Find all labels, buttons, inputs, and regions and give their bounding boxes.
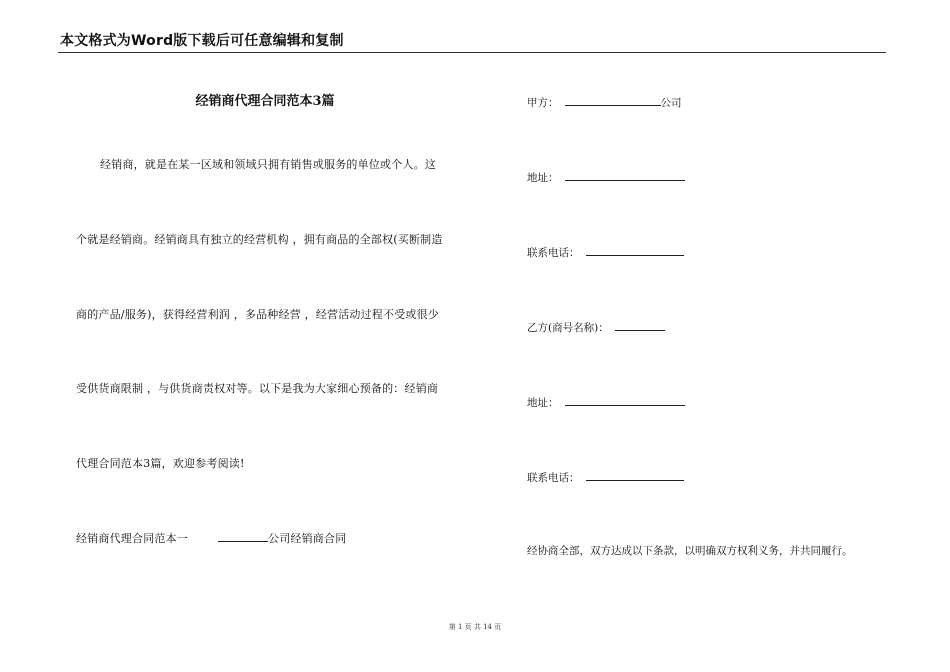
phone-blank-1 [586,244,684,256]
phone-field-1 [527,244,684,260]
phone-blank-2 [586,469,684,481]
party-b-label: 乙方(商号名称)： [527,322,609,334]
contract-heading-prefix: 经销商代理合同范本一 [76,532,188,545]
party-b-field [527,319,665,335]
paragraph-line-5: 代理合同范本3篇，欢迎参考阅读! [76,457,245,470]
paragraph-line-1: 经销商，就是在某一区域和领域只拥有销售或服务的单位或个人。这 [100,158,436,171]
party-a-suffix: 公司 [660,97,682,109]
header-divider [58,52,886,53]
document-title: 经销商代理合同范本3篇 [195,94,335,109]
company-name-blank [218,530,268,542]
address-blank-2 [565,394,685,406]
address-blank-1 [565,169,685,181]
address-label-1: 地址： [527,172,559,184]
party-a-field [527,94,682,110]
address-field-2 [527,394,685,410]
paragraph-line-2: 个就是经销商。经销商具有独立的经营机构 ，拥有商品的全部权(买断制造 [76,233,443,246]
paragraph-line-3: 商的产品/服务)，获得经营利润 ，多品种经营 ，经营活动过程不受或很少 [76,308,439,321]
page-number-footer: 第 1 页 共 14 页 [448,623,502,631]
contract-heading-suffix: 公司经销商合同 [268,532,347,545]
paragraph-line-4: 受供货商限制 ，与供货商责权对等。以下是我为大家细心预备的：经销商 [76,382,439,395]
party-a-blank [565,94,661,106]
phone-label-1: 联系电话： [527,247,580,259]
party-a-label: 甲方： [527,97,559,109]
contract-heading [76,530,346,546]
phone-label-2: 联系电话： [527,472,580,484]
party-b-blank [615,319,665,331]
phone-field-2 [527,469,684,485]
address-label-2: 地址： [527,397,559,409]
agreement-statement: 经协商全部，双方达成以下条款，以明确双方权利义务，并共同履行。 [527,545,853,557]
document-header: 本文格式为Word版下载后可任意编辑和复制 [60,33,344,49]
address-field-1 [527,169,685,185]
